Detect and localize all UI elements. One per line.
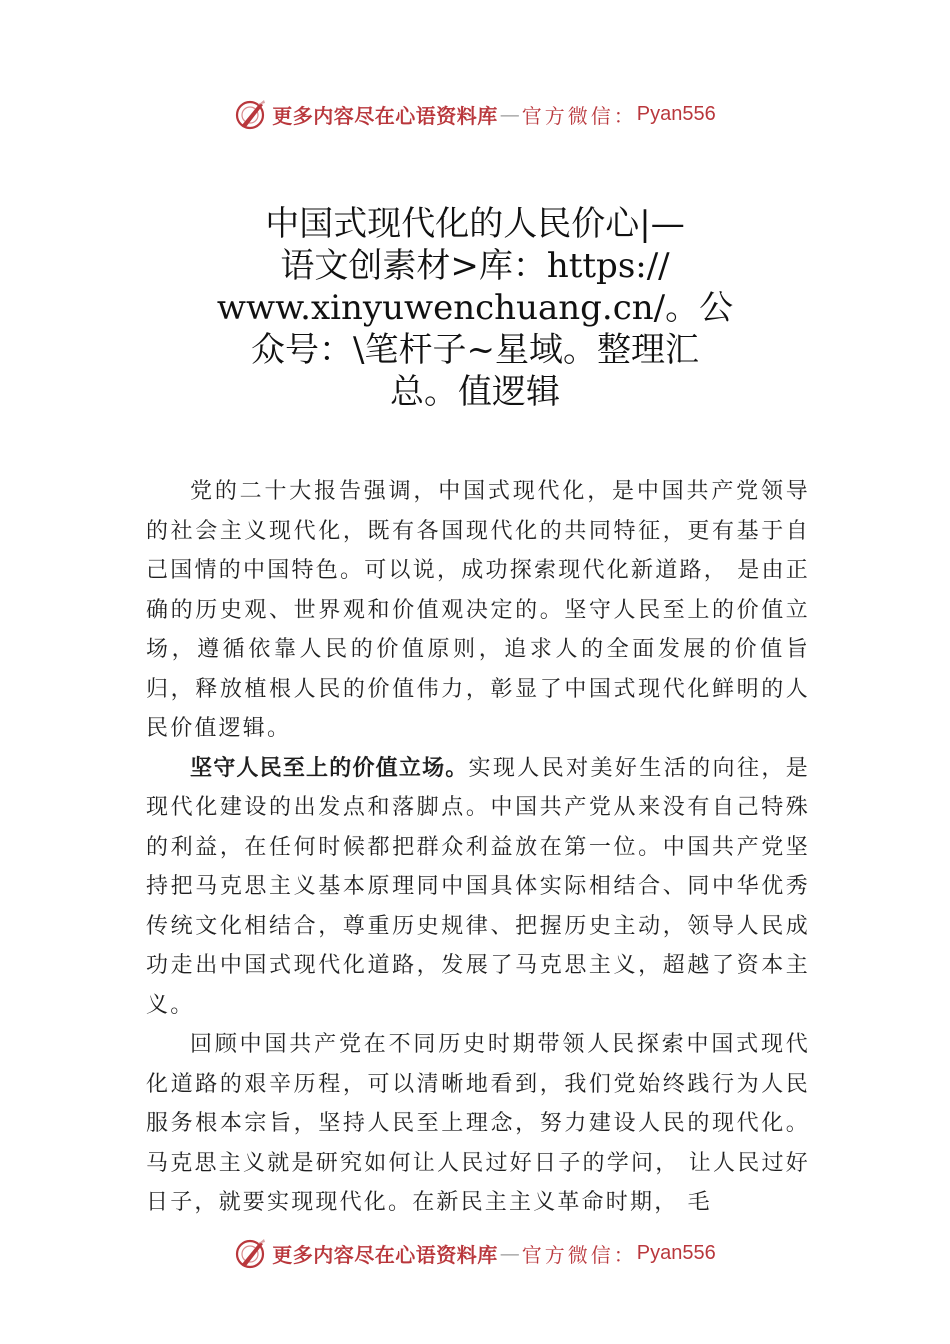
banner-wechat-label: 官方微信：: [521, 103, 637, 128]
paragraph-text: 实现人民对美好生活的向往，是现代化建设的出发点和落脚点。中国共产党从来没有自己特殊的利益，在任何时候都把群众利益放在第一位。中国共产党坚持把马克思主义基本原理同中国具体实际相结合、同中华优秀传统文化相结合，尊重历史规律、把握历史主动，领导人民成功走出中国式现代化道路，发展了马克思主义，超越了资本主义。: [146, 755, 810, 1018]
paragraph-lead-heading: 坚守人民至上的价值立场。: [190, 755, 469, 781]
paragraph: [146, 1025, 810, 1223]
quill-seal-logo-icon: [234, 97, 268, 131]
title-line: 众号：\笔杆子~星域。整理汇: [251, 330, 699, 370]
footer-banner: [0, 1233, 950, 1273]
banner-separator: —: [499, 102, 520, 126]
title-line: www.xinyuwenchuang.cn/。公: [216, 288, 734, 328]
paragraph-text: 党的二十大报告强调，中国式现代化，是中国共产党领导的社会主义现代化，既有各国现代化的共同特征，更有基于自己国情的中国特色。可以说，成功探索现代化新道路， 是由正确的历史观、世界观和价值观决定的。坚守人民至上的价值立场，遵循依靠人民的价值原则，追求人的全面发展的价值旨归，释放植根人民的价值伟力，彰显了中国式现代化鲜明的人民价值逻辑。: [146, 479, 810, 741]
document-title: [180, 203, 770, 413]
banner-wechat-id: Pyan556: [636, 1241, 716, 1264]
title-line: 总。值逻辑: [390, 372, 560, 412]
paragraph: [146, 749, 810, 1026]
banner-wechat-label: 官方微信：: [521, 1242, 637, 1267]
article-body: [146, 472, 810, 1223]
paragraph: [146, 472, 810, 749]
banner-brand: 更多内容尽在心语资料库: [272, 103, 498, 128]
header-banner: [0, 94, 950, 134]
banner-wechat-id: Pyan556: [636, 102, 716, 125]
title-line: 语文创素材>库：https://: [280, 246, 670, 286]
banner-separator: —: [499, 1241, 520, 1265]
paragraph-text: 回顾中国共产党在不同历史时期带领人民探索中国式现代化道路的艰辛历程，可以清晰地看到，我们党始终践行为人民服务根本宗旨，坚持人民至上理念，努力建设人民的现代化。马克思主义就是研究如何让人民过好日子的学问， 让人民过好日子，就要实现现代化。在新民主主义革命时期， 毛: [146, 1032, 810, 1215]
title-line: 中国式现代化的人民价心|—: [265, 204, 685, 244]
banner-brand: 更多内容尽在心语资料库: [272, 1242, 498, 1267]
quill-seal-logo-icon: [234, 1236, 268, 1270]
